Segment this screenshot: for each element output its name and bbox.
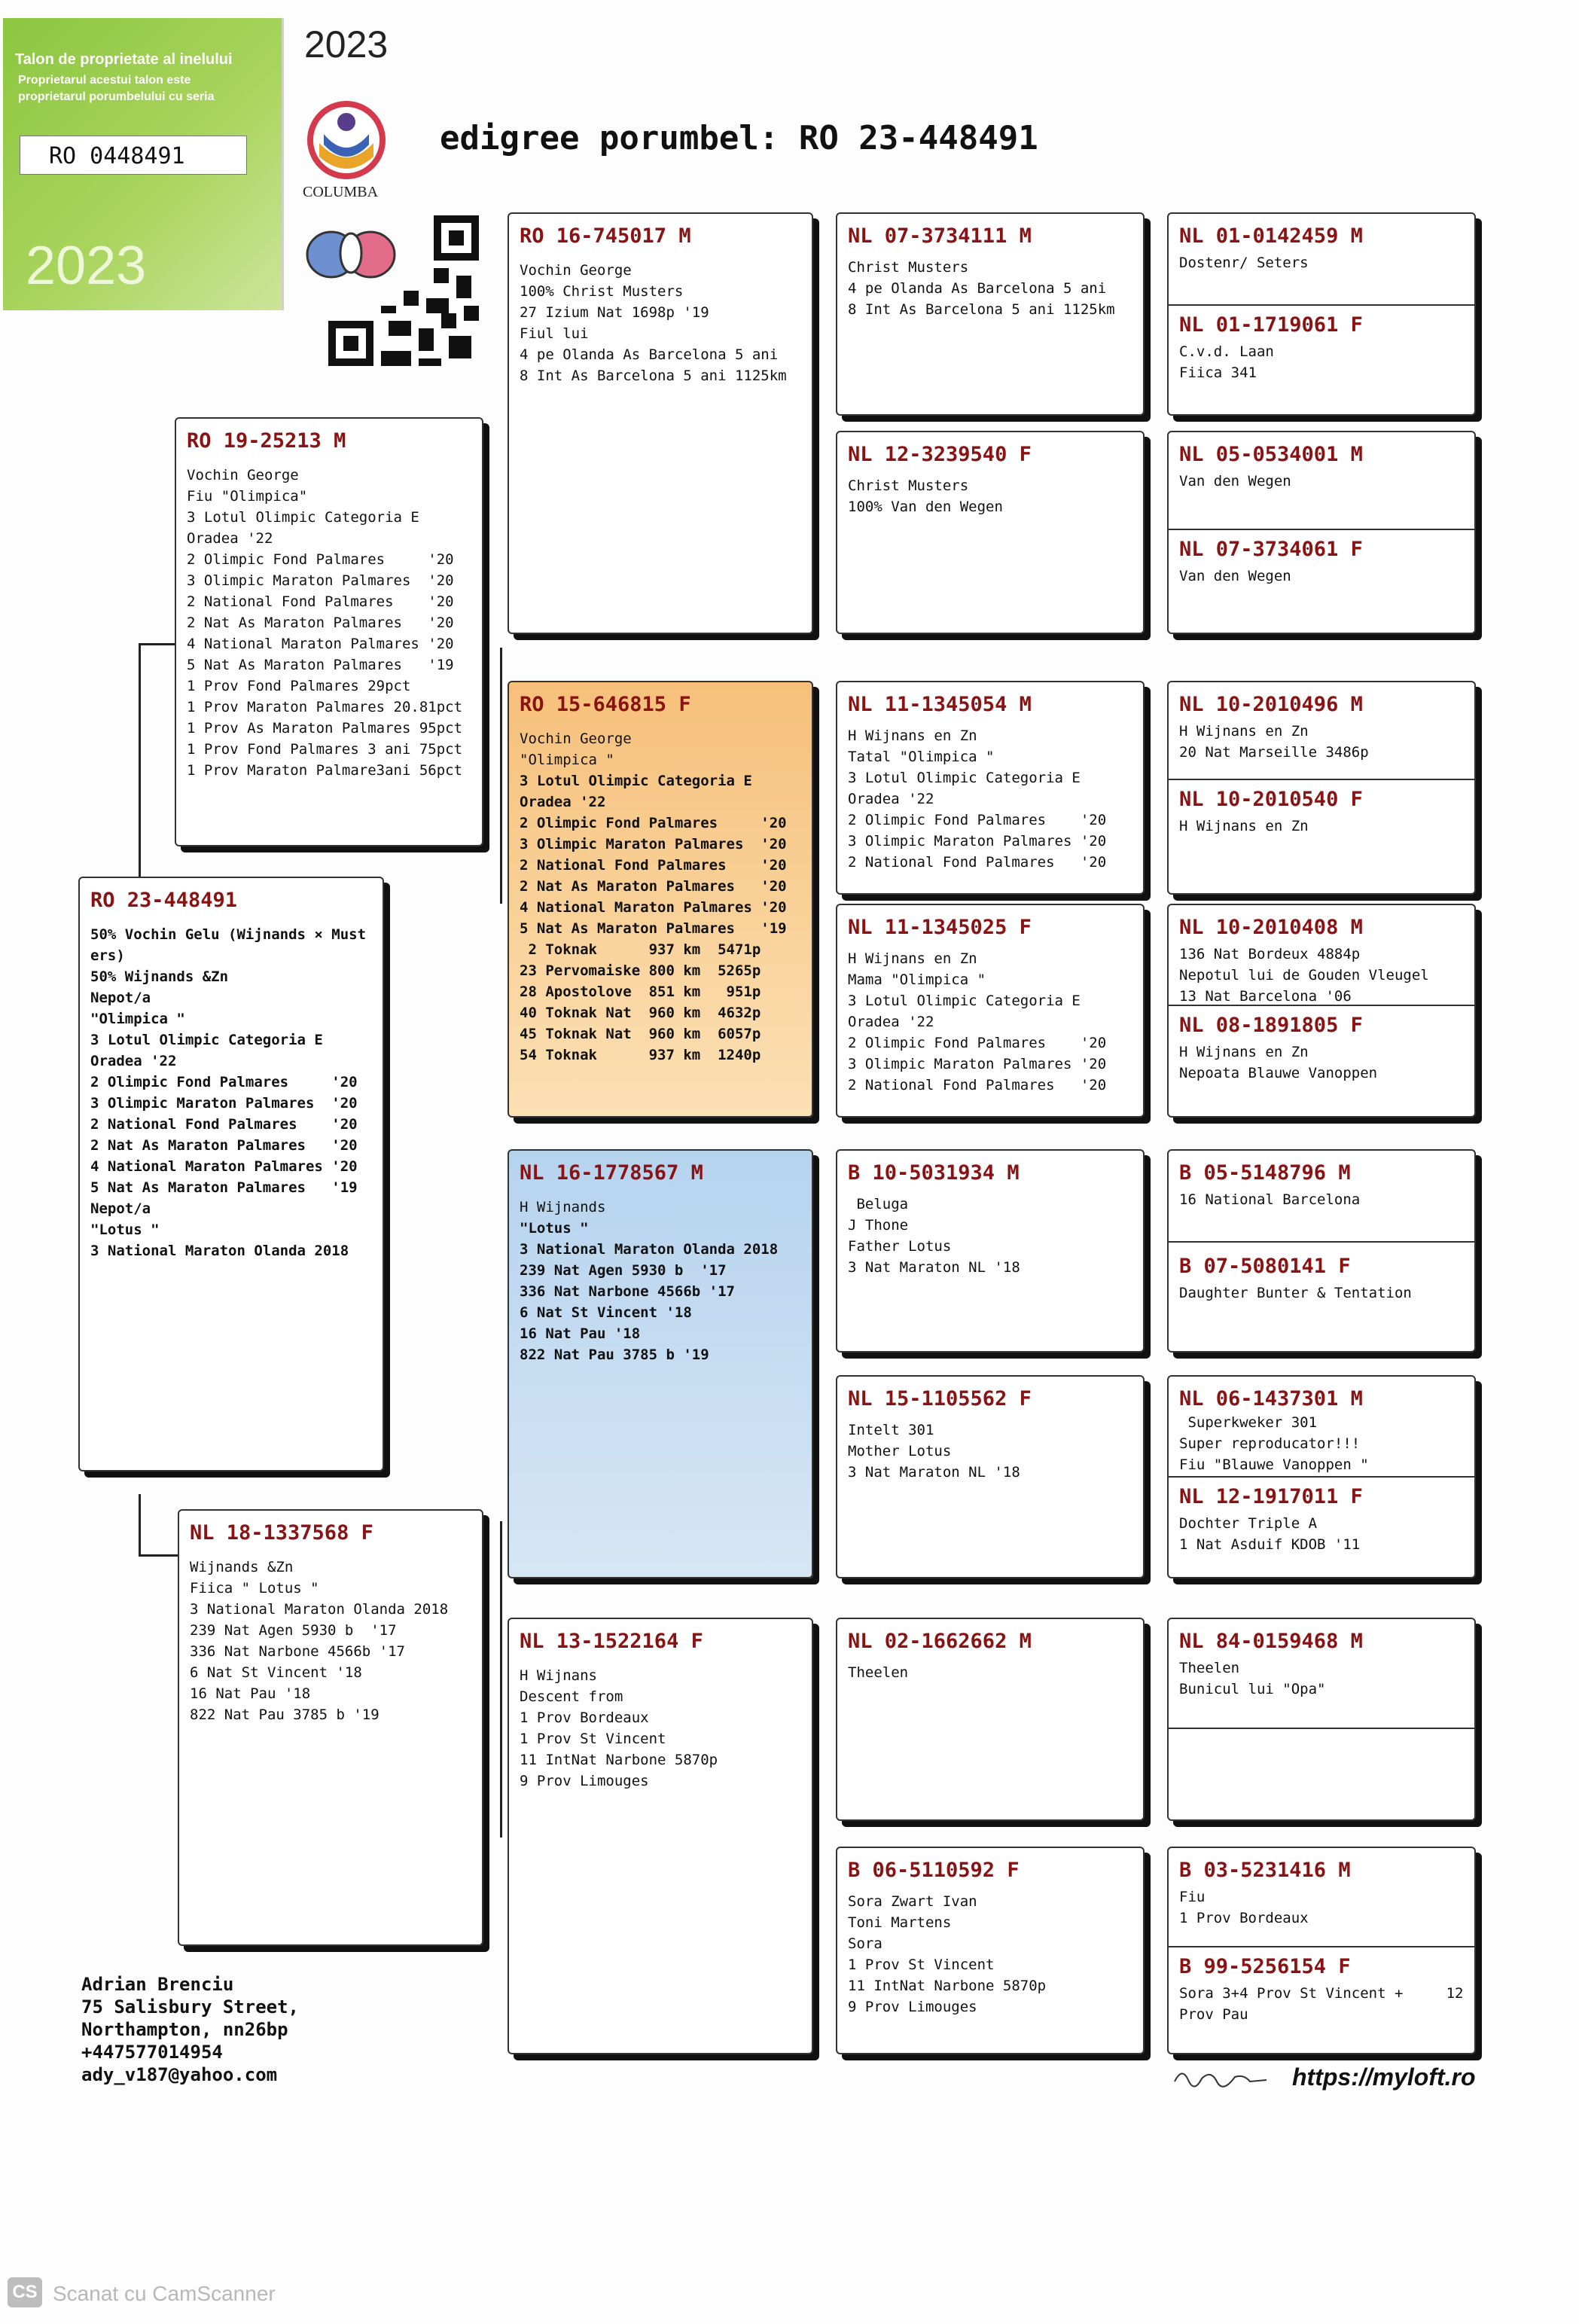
subject-line: ers) xyxy=(90,947,125,964)
gggp-line: Bunicul lui "Opa" xyxy=(1179,1681,1326,1697)
gggp-line: Dostenr/ Seters xyxy=(1179,255,1309,271)
gggp-line: Fiu xyxy=(1179,1889,1206,1905)
gp-line: 3 Lotul Olimpic Categoria E xyxy=(520,773,752,789)
gggp-line: Fiu "Blauwe Vanoppen " xyxy=(1179,1456,1369,1473)
owner-city: Northampton, nn26bp xyxy=(81,2019,288,2040)
ggp-ring-id: B 06-5110592 F xyxy=(848,1859,1020,1882)
dam-line: 239 Nat Agen 5930 b '17 xyxy=(190,1622,397,1639)
gggp-box-1[interactable] xyxy=(1167,212,1476,416)
gp-line: 2 National Fond Palmares '20 xyxy=(520,857,787,874)
gp-ring-id: RO 16-745017 M xyxy=(520,224,691,248)
gggp-line: Dochter Triple A xyxy=(1179,1515,1318,1532)
gggp-ring-id: NL 05-0534001 M xyxy=(1179,443,1363,466)
gp-card-2[interactable] xyxy=(508,681,813,1118)
ggp-ring-id: NL 15-1105562 F xyxy=(848,1387,1032,1411)
gp-line: 27 Izium Nat 1698p '19 xyxy=(520,304,709,321)
sire-card[interactable] xyxy=(175,417,483,846)
gggp-ring-id: NL 07-3734061 F xyxy=(1179,538,1363,561)
ggp-line: Oradea '22 xyxy=(848,1014,934,1030)
gggp-line: Nepoata Blauwe Vanoppen xyxy=(1179,1065,1378,1081)
ggp-line: J Thone xyxy=(848,1217,909,1234)
website-link[interactable]: https://myloft.ro xyxy=(1292,2063,1476,2091)
gggp-line: Super reproducator!!! xyxy=(1179,1435,1361,1452)
ggp-line: 3 Nat Maraton NL '18 xyxy=(848,1259,1020,1276)
gp-line: 100% Christ Musters xyxy=(520,283,684,300)
ticket-year: 2023 xyxy=(26,236,147,296)
subject-line: Nepot/a xyxy=(90,990,151,1006)
ggp-card-3[interactable] xyxy=(836,681,1145,895)
gp-line: 6 Nat St Vincent '18 xyxy=(520,1304,692,1321)
gggp-ring-id: NL 12-1917011 F xyxy=(1179,1485,1363,1508)
ggp-line: 3 Lotul Olimpic Categoria E xyxy=(848,993,1081,1009)
ggp-line: 11 IntNat Narbone 5870p xyxy=(848,1978,1047,1994)
dam-line: Fiica " Lotus " xyxy=(190,1580,319,1597)
ggp-ring-id: NL 02-1662662 M xyxy=(848,1630,1032,1653)
gp-line: 16 Nat Pau '18 xyxy=(520,1325,641,1342)
ggp-line: 1 Prov St Vincent xyxy=(848,1956,995,1973)
camscanner-logo: CS xyxy=(8,2277,42,2307)
owner-street: 75 Salisbury Street, xyxy=(81,1996,299,2017)
gggp-line: Daughter Bunter & Tentation xyxy=(1179,1285,1412,1301)
gp-card-4[interactable] xyxy=(508,1618,813,2054)
gggp-box-2[interactable] xyxy=(1167,431,1476,634)
gggp-line: H Wijnans en Zn xyxy=(1179,1044,1309,1060)
ggp-line: 2 Olimpic Fond Palmares '20 xyxy=(848,812,1107,828)
gggp-line: 20 Nat Marseille 3486p xyxy=(1179,744,1369,761)
gggp-line: Superkweker 301 xyxy=(1179,1414,1318,1431)
ticket-ring-number: RO 0448491 xyxy=(49,143,185,169)
subject-line: 3 Lotul Olimpic Categoria E xyxy=(90,1032,323,1048)
ggp-line: 4 pe Olanda As Barcelona 5 ani xyxy=(848,280,1107,297)
ggp-line: Father Lotus xyxy=(848,1238,952,1255)
connector-sire-v xyxy=(139,643,141,884)
gp-card-3[interactable] xyxy=(508,1149,813,1578)
sire-line: 3 Olimpic Maraton Palmares '20 xyxy=(187,572,454,589)
gp-ring-id: RO 15-646815 F xyxy=(520,693,691,716)
ggp-line: Christ Musters xyxy=(848,259,969,276)
gggp-line: H Wijnans en Zn xyxy=(1179,723,1309,740)
ggp-line: 2 National Fond Palmares '20 xyxy=(848,1077,1107,1093)
year-label: 2023 xyxy=(304,23,389,66)
gp-ring-id: NL 16-1778567 M xyxy=(520,1161,703,1185)
ggp-line: H Wijnans en Zn xyxy=(848,727,977,744)
columba-logo xyxy=(303,96,390,184)
gp-line: 45 Toknak Nat 960 km 6057p xyxy=(520,1026,761,1042)
ggp-line: Beluga xyxy=(848,1196,909,1212)
gggp-box-5[interactable] xyxy=(1167,1149,1476,1353)
gp-line: 822 Nat Pau 3785 b '19 xyxy=(520,1347,709,1363)
subject-ring-id: RO 23-448491 xyxy=(90,889,238,912)
gp-line: H Wijnans xyxy=(520,1667,597,1684)
ggp-line: Mama "Olimpica " xyxy=(848,971,986,988)
ggp-line: 2 National Fond Palmares '20 xyxy=(848,854,1107,871)
gggp-box-7[interactable] xyxy=(1167,1618,1476,1821)
dam-line: 336 Nat Narbone 4566b '17 xyxy=(190,1643,405,1660)
gggp-ring-id: B 05-5148796 M xyxy=(1179,1161,1351,1185)
dam-line: 6 Nat St Vincent '18 xyxy=(190,1664,362,1681)
dam-line: Wijnands &Zn xyxy=(190,1559,294,1575)
gggp-box-3[interactable] xyxy=(1167,681,1476,895)
ggp-card-1[interactable] xyxy=(836,212,1145,416)
gggp-line: 1 Prov Bordeaux xyxy=(1179,1910,1309,1926)
gggp-ring-id: NL 10-2010408 M xyxy=(1179,916,1363,939)
subject-line: 5 Nat As Maraton Palmares '19 xyxy=(90,1179,358,1196)
sire-line: 1 Prov Fond Palmares 3 ani 75pct xyxy=(187,741,463,758)
gggp-box-6[interactable] xyxy=(1167,1375,1476,1578)
gp-line: 40 Toknak Nat 960 km 4632p xyxy=(520,1005,761,1021)
ggp-line: H Wijnans en Zn xyxy=(848,950,977,967)
ggp-card-5[interactable] xyxy=(836,1149,1145,1353)
ownership-ticket xyxy=(3,18,284,310)
gp-line: 5 Nat As Maraton Palmares '19 xyxy=(520,920,787,937)
connector-gp3-v xyxy=(500,1521,502,1838)
gp-line: Oradea '22 xyxy=(520,794,606,810)
ggp-line: Theelen xyxy=(848,1664,909,1681)
gggp-ring-id: NL 01-0142459 M xyxy=(1179,224,1363,248)
dam-card[interactable] xyxy=(178,1509,483,1946)
gggp-line: Theelen xyxy=(1179,1660,1240,1676)
gp-line: 336 Nat Narbone 4566b '17 xyxy=(520,1283,735,1300)
gggp-ring-id: NL 10-2010496 M xyxy=(1179,693,1363,716)
ggp-line: Oradea '22 xyxy=(848,791,934,807)
gp-line: 54 Toknak 937 km 1240p xyxy=(520,1047,761,1063)
connector-gp1-v xyxy=(500,648,502,904)
ticket-title: Talon de proprietate al inelului xyxy=(15,51,233,68)
gggp-box-4[interactable] xyxy=(1167,904,1476,1118)
ticket-line3: proprietarul porumbelului cu seria xyxy=(18,90,215,103)
gp-line: 3 National Maraton Olanda 2018 xyxy=(520,1241,779,1258)
gp-line: 239 Nat Agen 5930 b '17 xyxy=(520,1262,727,1279)
dam-line: 3 National Maraton Olanda 2018 xyxy=(190,1601,449,1618)
sire-line: 2 National Fond Palmares '20 xyxy=(187,593,454,610)
gp-line: H Wijnands xyxy=(520,1199,606,1215)
gp-line: 1 Prov St Vincent xyxy=(520,1731,666,1747)
gggp-line: 13 Nat Barcelona '06 xyxy=(1179,988,1352,1005)
connector-dam-v xyxy=(139,1494,141,1554)
ggp-ring-id: B 10-5031934 M xyxy=(848,1161,1020,1185)
ggp-line: 9 Prov Limouges xyxy=(848,1999,977,2015)
sire-line: 5 Nat As Maraton Palmares '19 xyxy=(187,657,454,673)
gggp-line: H Wijnans en Zn xyxy=(1179,818,1309,834)
sire-line: Oradea '22 xyxy=(187,530,273,547)
ggp-ring-id: NL 12-3239540 F xyxy=(848,443,1032,466)
sire-line: 2 Olimpic Fond Palmares '20 xyxy=(187,551,454,568)
gp-line: 3 Olimpic Maraton Palmares '20 xyxy=(520,836,787,852)
gggp-line: Prov Pau xyxy=(1179,2006,1248,2023)
ticket-line2: Proprietarul acestui talon este xyxy=(18,74,191,87)
gggp-box-8[interactable] xyxy=(1167,1847,1476,2054)
subject-card[interactable] xyxy=(78,877,384,1472)
sire-line: 3 Lotul Olimpic Categoria E xyxy=(187,509,419,526)
subject-line: 50% Vochin Gelu (Wijnands × Must xyxy=(90,926,367,943)
gggp-line: C.v.d. Laan xyxy=(1179,343,1274,360)
sire-line: 1 Prov Maraton Palmare3ani 56pct xyxy=(187,762,463,779)
ggp-line: 3 Olimpic Maraton Palmares '20 xyxy=(848,833,1107,849)
gp-line: "Lotus " xyxy=(520,1220,589,1237)
ggp-card-6[interactable] xyxy=(836,1375,1145,1578)
gp-line: 8 Int As Barcelona 5 ani 1125km xyxy=(520,368,787,384)
page-title: edigree porumbel: RO 23-448491 xyxy=(440,119,1038,157)
ggp-line: Intelt 301 xyxy=(848,1422,934,1438)
subject-line: 2 Olimpic Fond Palmares '20 xyxy=(90,1074,358,1090)
subject-line: 50% Wijnands &Zn xyxy=(90,968,229,985)
subject-line: Oradea '22 xyxy=(90,1053,177,1069)
gggp-line: Van den Wegen xyxy=(1179,568,1291,584)
gp-line: 9 Prov Limouges xyxy=(520,1773,649,1789)
gggp-line: 136 Nat Bordeux 4884p xyxy=(1179,946,1361,962)
gggp-line: Van den Wegen xyxy=(1179,473,1291,490)
dam-line: 822 Nat Pau 3785 b '19 xyxy=(190,1706,380,1723)
ggp-ring-id: NL 11-1345025 F xyxy=(848,916,1032,939)
sire-line: Fiu "Olimpica" xyxy=(187,488,308,505)
ggp-card-7[interactable] xyxy=(836,1618,1145,1821)
qr-code xyxy=(328,215,479,366)
gggp-line: Nepotul lui de Gouden Vleugel xyxy=(1179,967,1429,984)
signature-icon xyxy=(1172,2063,1270,2089)
gggp-ring-id: NL 10-2010540 F xyxy=(1179,788,1363,811)
ggp-ring-id: NL 11-1345054 M xyxy=(848,693,1032,716)
gggp-line: 16 National Barcelona xyxy=(1179,1191,1361,1208)
connector-sire-h xyxy=(139,643,175,645)
camscanner-label: Scanat cu CamScanner xyxy=(53,2282,276,2305)
sire-line: 4 National Maraton Palmares '20 xyxy=(187,636,454,652)
ggp-line: Mother Lotus xyxy=(848,1443,952,1459)
ggp-card-8[interactable] xyxy=(836,1847,1145,2054)
sire-line: 2 Nat As Maraton Palmares '20 xyxy=(187,615,454,631)
gp-card-1[interactable] xyxy=(508,212,813,634)
gggp-ring-id: B 03-5231416 M xyxy=(1179,1859,1351,1882)
ggp-line: Tatal "Olimpica " xyxy=(848,749,995,765)
dam-ring-id: NL 18-1337568 F xyxy=(190,1521,373,1545)
owner-contact xyxy=(81,1973,299,2086)
subject-line: 4 National Maraton Palmares '20 xyxy=(90,1158,358,1175)
gp-line: 4 National Maraton Palmares '20 xyxy=(520,899,787,916)
gp-line: 2 Nat As Maraton Palmares '20 xyxy=(520,878,787,895)
gp-line: Vochin George xyxy=(520,262,632,279)
ggp-card-2[interactable] xyxy=(836,431,1145,634)
sire-line: 1 Prov Maraton Palmares 20.81pct xyxy=(187,699,463,715)
subject-line: 2 National Fond Palmares '20 xyxy=(90,1116,358,1133)
dam-line: 16 Nat Pau '18 xyxy=(190,1685,311,1702)
gp-line: 4 pe Olanda As Barcelona 5 ani xyxy=(520,346,779,363)
owner-phone: +447577014954 xyxy=(81,2042,223,2063)
gp-ring-id: NL 13-1522164 F xyxy=(520,1630,703,1653)
ggp-card-4[interactable] xyxy=(836,904,1145,1118)
connector-dam-h xyxy=(139,1554,178,1557)
gggp-line: Sora 3+4 Prov St Vincent + 12 xyxy=(1179,1985,1464,2002)
owner-email[interactable]: ady_v187@yahoo.com xyxy=(81,2064,278,2085)
ggp-ring-id: NL 07-3734111 M xyxy=(848,224,1032,248)
gp-line: 23 Pervomaiske 800 km 5265p xyxy=(520,962,761,979)
columba-label: COLUMBA xyxy=(303,184,379,200)
ggp-line: 3 Nat Maraton NL '18 xyxy=(848,1464,1020,1481)
subject-line: "Lotus " xyxy=(90,1221,160,1238)
gggp-line: 1 Nat Asduif KDOB '11 xyxy=(1179,1536,1361,1553)
gp-line: 11 IntNat Narbone 5870p xyxy=(520,1752,718,1768)
gggp-ring-id: NL 01-1719061 F xyxy=(1179,313,1363,337)
gp-line: Fiul lui xyxy=(520,325,589,342)
gp-line: "Olimpica " xyxy=(520,752,614,768)
sire-line: 1 Prov As Maraton Palmares 95pct xyxy=(187,720,463,737)
subject-line: "Olimpica " xyxy=(90,1011,185,1027)
gggp-line: Fiica 341 xyxy=(1179,364,1257,381)
subject-line: 2 Nat As Maraton Palmares '20 xyxy=(90,1137,358,1154)
ggp-line: Sora Zwart Ivan xyxy=(848,1893,977,1910)
gggp-ring-id: NL 06-1437301 M xyxy=(1179,1387,1363,1411)
subject-line: 3 National Maraton Olanda 2018 xyxy=(90,1243,349,1259)
ticket-ring-box xyxy=(20,136,247,175)
gp-line: 1 Prov Bordeaux xyxy=(520,1709,649,1726)
subject-line: 3 Olimpic Maraton Palmares '20 xyxy=(90,1095,358,1112)
gp-line: 2 Toknak 937 km 5471p xyxy=(520,941,761,958)
ggp-line: 2 Olimpic Fond Palmares '20 xyxy=(848,1035,1107,1051)
ggp-line: 3 Olimpic Maraton Palmares '20 xyxy=(848,1056,1107,1072)
ggp-line: 100% Van den Wegen xyxy=(848,499,1003,515)
gp-line: 28 Apostolove 851 km 951p xyxy=(520,984,761,1000)
gp-line: Vochin George xyxy=(520,730,632,747)
sire-line: 1 Prov Fond Palmares 29pct xyxy=(187,678,411,694)
sire-ring-id: RO 19-25213 M xyxy=(187,429,346,453)
ggp-line: 8 Int As Barcelona 5 ani 1125km xyxy=(848,301,1115,318)
gggp-ring-id: B 07-5080141 F xyxy=(1179,1255,1351,1278)
gggp-ring-id: NL 84-0159468 M xyxy=(1179,1630,1363,1653)
ggp-line: Sora xyxy=(848,1935,882,1952)
gggp-ring-id: B 99-5256154 F xyxy=(1179,1955,1351,1978)
ggp-line: 3 Lotul Olimpic Categoria E xyxy=(848,770,1081,786)
ggp-line: Toni Martens xyxy=(848,1914,952,1931)
gp-line: 2 Olimpic Fond Palmares '20 xyxy=(520,815,787,831)
ggp-line: Christ Musters xyxy=(848,477,969,494)
gp-line: Descent from xyxy=(520,1688,623,1705)
sire-line: Vochin George xyxy=(187,467,299,483)
owner-name: Adrian Brenciu xyxy=(81,1974,234,1995)
subject-line: Nepot/a xyxy=(90,1200,151,1217)
gggp-ring-id: NL 08-1891805 F xyxy=(1179,1014,1363,1037)
